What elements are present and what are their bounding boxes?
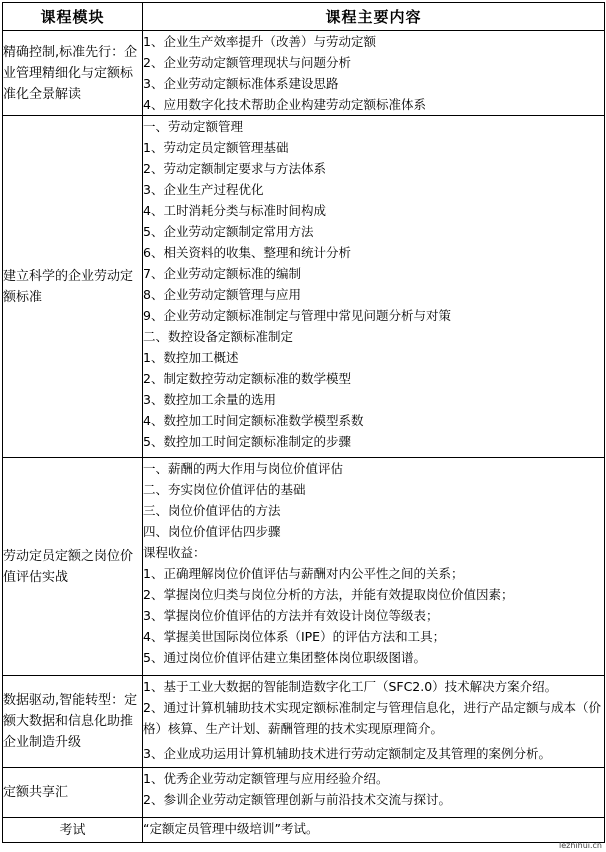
content-line: 一、薪酬的两大作用与岗位价值评估 <box>143 461 344 476</box>
table-header-row <box>3 3 605 31</box>
header-content: 课程主要内容 <box>143 3 605 31</box>
module-cell: 数据驱动,智能转型：定额大数据和信息化助推企业制造升级 <box>3 676 143 768</box>
content-line: 2、制定数控劳动定额标准的数学模型 <box>143 371 351 386</box>
content-line: “定额定员管理中级培训”考试。 <box>143 821 319 836</box>
table-row <box>3 116 605 458</box>
content-line: 3、数控加工余量的选用 <box>143 392 276 407</box>
module-cell: 劳动定员定额之岗位价值评估实战 <box>3 458 143 676</box>
module-cell: 考试 <box>3 818 143 843</box>
content-cell <box>143 676 605 768</box>
content-line: 3、企业劳动定额标准体系建设思路 <box>143 76 339 91</box>
content-line: 二、夯实岗位价值评估的基础 <box>143 482 306 497</box>
content-line: 三、岗位价值评估的方法 <box>143 503 281 518</box>
content-line: 1、企业生产效率提升（改善）与劳动定额 <box>143 34 376 49</box>
content-line: 1、劳动定员定额管理基础 <box>143 140 289 155</box>
content-line: 2、通过计算机辅助技术实现定额标准制定与管理信息化，进行产品定额与成本（价格）核算、生产计划、薪酬管理的技术实现原理简介。 <box>143 700 601 736</box>
content-line: 3、企业生产过程优化 <box>143 182 264 197</box>
header-module: 课程模块 <box>3 3 143 31</box>
content-line: 二、数控设备定额标准制定 <box>143 329 294 344</box>
table-row <box>3 818 605 843</box>
content-line: 8、企业劳动定额管理与应用 <box>143 287 301 302</box>
course-table <box>2 2 605 843</box>
table-row <box>3 458 605 676</box>
table-row <box>3 676 605 768</box>
content-line: 1、正确理解岗位价值评估与薪酬对内公平性之间的关系； <box>143 566 464 581</box>
content-line: 5、数控加工时间定额标准制定的步骤 <box>143 434 351 449</box>
content-cell <box>143 116 605 458</box>
module-cell: 精确控制,标准先行：企业管理精细化与定额标准化全景解读 <box>3 31 143 116</box>
content-line: 2、掌握岗位归类与岗位分析的方法，并能有效提取岗位价值因素； <box>143 587 514 602</box>
content-line: 四、岗位价值评估四步骤 <box>143 524 281 539</box>
content-cell <box>143 458 605 676</box>
content-line: 1、基于工业大数据的智能制造数字化工厂（SFC2.0）技术解决方案介绍。 <box>143 679 558 694</box>
content-line: 5、企业劳动定额制定常用方法 <box>143 224 314 239</box>
table-row <box>3 31 605 116</box>
module-cell: 建立科学的企业劳动定额标准 <box>3 116 143 458</box>
watermark: lezhihui.cn <box>558 841 602 850</box>
module-cell: 定额共享汇 <box>3 768 143 818</box>
content-line: 1、优秀企业劳动定额管理与应用经验介绍。 <box>143 771 389 786</box>
content-line: 3、企业成功运用计算机辅助技术进行劳动定额制定及其管理的案例分析。 <box>143 746 551 761</box>
content-line: 2、参训企业劳动定额管理创新与前沿技术交流与探讨。 <box>143 792 451 807</box>
content-line: 4、应用数字化技术帮助企业构建劳动定额标准体系 <box>143 97 426 112</box>
content-line: 1、数控加工概述 <box>143 350 239 365</box>
content-cell <box>143 768 605 818</box>
content-line: 3、掌握岗位价值评估的方法并有效设计岗位等级表； <box>143 608 439 623</box>
content-line: 2、企业劳动定额管理现状与问题分析 <box>143 55 351 70</box>
content-line: 4、数控加工时间定额标准数学模型系数 <box>143 413 364 428</box>
content-cell <box>143 818 605 843</box>
content-line: 课程收益： <box>143 545 206 560</box>
content-line: 5、通过岗位价值评估建立集团整体岗位职级图谱。 <box>143 650 426 665</box>
content-line: 7、企业劳动定额标准的编制 <box>143 266 301 281</box>
content-line: 2、劳动定额制定要求与方法体系 <box>143 161 326 176</box>
content-line: 9、企业劳动定额标准制定与管理中常见问题分析与对策 <box>143 308 451 323</box>
table-row <box>3 768 605 818</box>
content-line: 4、掌握美世国际岗位体系（IPE）的评估方法和工具； <box>143 629 446 644</box>
content-line: 4、工时消耗分类与标准时间构成 <box>143 203 326 218</box>
content-line: 一、劳动定额管理 <box>143 119 244 134</box>
content-cell <box>143 31 605 116</box>
content-line: 6、相关资料的收集、整理和统计分析 <box>143 245 351 260</box>
